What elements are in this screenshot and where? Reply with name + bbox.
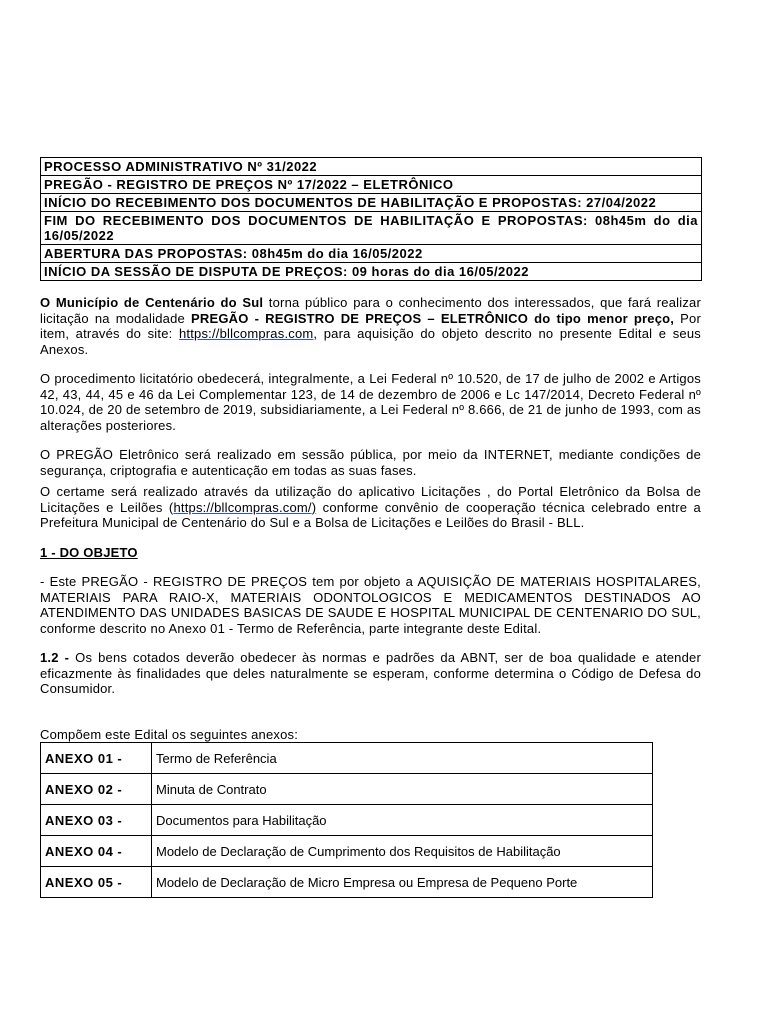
- annex-key: ANEXO 02 -: [41, 774, 152, 805]
- item-1-2-number: 1.2 -: [40, 650, 70, 665]
- header-process-number: PROCESSO ADMINISTRATIVO Nº 31/2022: [41, 158, 701, 176]
- header-auction-type: PREGÃO - REGISTRO DE PREÇOS Nº 17/2022 – ELETRÔNICO: [41, 176, 701, 194]
- bll-portal-link[interactable]: https://bllcompras.com/): [173, 499, 317, 515]
- item-1-2-paragraph: [40, 650, 701, 697]
- intro-paragraph: [40, 295, 701, 357]
- annex-row: [41, 774, 653, 805]
- annex-table: [40, 742, 653, 898]
- certame-paragraph: [40, 484, 701, 531]
- header-proposals-opening: ABERTURA DAS PROPOSTAS: 08h45m do dia 16/05/2022: [41, 245, 701, 263]
- bll-site-link[interactable]: https://bllcompras.com: [178, 326, 314, 341]
- annex-description: Modelo de Declaração de Micro Empresa ou Empresa de Pequeno Porte: [152, 867, 653, 898]
- intro-text-1: torna público para o conhecimento dos interessados, que fará realizar licitação na modalidade: [40, 295, 701, 326]
- certame-text-2: conforme convênio de cooperação técnica celebrado entre a Prefeitura Municipal de Centenário do Sul e a Bolsa de Licitações e Leilões do Brasil - BLL.: [40, 499, 701, 530]
- pregao-paragraph: O PREGÃO Eletrônico será realizado em sessão pública, por meio da INTERNET, mediante condições de segurança, criptografia e autenticação em todas as suas fases.: [40, 447, 701, 478]
- annex-row: [41, 836, 653, 867]
- annex-description: Modelo de Declaração de Cumprimento dos Requisitos de Habilitação: [152, 836, 653, 867]
- header-receipt-end: FIM DO RECEBIMENTO DOS DOCUMENTOS DE HABILITAÇÃO E PROPOSTAS: 08h45m do dia 16/05/2022: [41, 212, 701, 245]
- annex-description: Termo de Referência: [152, 743, 653, 774]
- certame-text-1: O certame será realizado através da utilização do aplicativo Licitações , do Portal Eletrônico da Bolsa de Licitações e Leilões (: [40, 484, 701, 515]
- annex-caption: Compõem este Edital os seguintes anexos:: [40, 726, 299, 742]
- annex-row: [41, 805, 653, 836]
- intro-municipality: O Município de Centenário do Sul: [40, 295, 264, 310]
- annex-description: Documentos para Habilitação: [152, 805, 653, 836]
- intro-text-2: Por item, através do site:: [40, 310, 702, 341]
- document-page: [40, 157, 701, 898]
- header-dispute-session: INÍCIO DA SESSÃO DE DISPUTA DE PREÇOS: 09 horas do dia 16/05/2022: [44, 264, 529, 279]
- process-header-box: [40, 157, 702, 281]
- intro-text-3: , para aquisição do objeto descrito no presente Edital e seus Anexos.: [40, 326, 701, 357]
- annex-row: [41, 743, 653, 774]
- annex-key: ANEXO 05 -: [41, 867, 152, 898]
- annex-description: Minuta de Contrato: [152, 774, 653, 805]
- annex-key: ANEXO 03 -: [41, 805, 152, 836]
- section-object-title: 1 - DO OBJETO: [40, 544, 138, 560]
- annex-key: ANEXO 04 -: [41, 836, 152, 867]
- annex-row: [41, 867, 653, 898]
- section-object-body: - Este PREGÃO - REGISTRO DE PREÇOS tem por objeto a AQUISIÇÃO DE MATERIAIS HOSPITALARES, MATERIAIS PARA RAIO-X, MATERIAIS ODONTOLOGICOS E MEDICAMENTOS DESTINADOS AO ATENDIMENTO DAS UNIDADES BASICAS DE SAUDE E HOSPITAL MUNICIPAL DE CENTENARIO DO SUL, conforme descrito no Anexo 01 - Termo de Referência, parte integrante deste Edital.: [40, 574, 701, 636]
- annex-key: ANEXO 01 -: [41, 743, 152, 774]
- procedure-paragraph: O procedimento licitatório obedecerá, integralmente, a Lei Federal nº 10.520, de 17 de julho de 2002 e Artigos 42, 43, 44, 45 e 46 da Lei Complementar 123, de 14 de dezembro de 2006 e Lc 147/2014, Decreto Federal nº 10.024, de 20 de setembro de 2019, subsidiariamente, a Lei Federal nº 8.666, de 21 de junho de 1993, com as alterações posteriores.: [40, 371, 701, 433]
- header-receipt-start: INÍCIO DO RECEBIMENTO DOS DOCUMENTOS DE HABILITAÇÃO E PROPOSTAS: 27/04/2022: [41, 194, 701, 212]
- item-1-2-text: Os bens cotados deverão obedecer às normas e padrões da ABNT, ser de boa qualidade e atender eficazmente às finalidades que deles naturalmente se esperam, conforme determina o Código de Defesa do Consumidor.: [40, 650, 702, 696]
- intro-modality: PREGÃO - REGISTRO DE PREÇOS – ELETRÔNICO do tipo menor preço,: [191, 310, 675, 326]
